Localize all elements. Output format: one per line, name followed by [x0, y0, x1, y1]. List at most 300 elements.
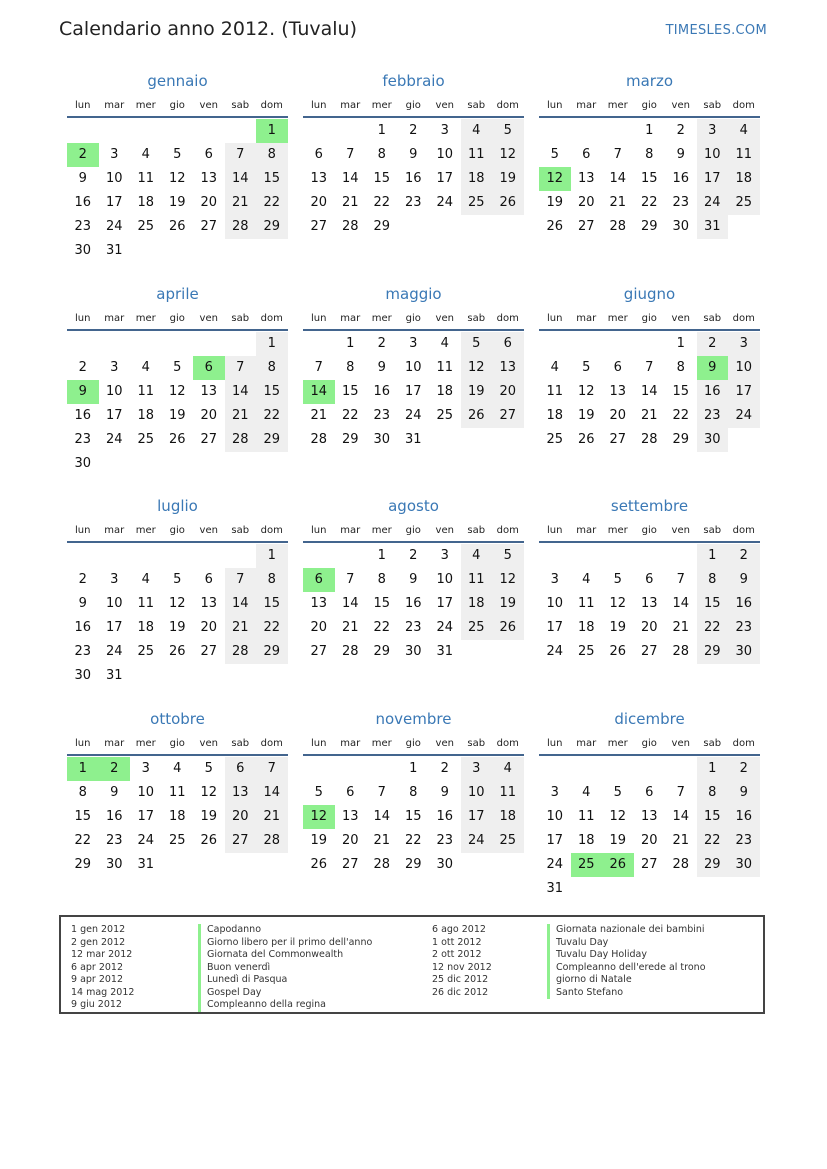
day-cell: 18 [577, 833, 595, 848]
weekday-label: mer [135, 313, 156, 324]
weekday-label: lun [311, 738, 327, 749]
weekday-label: mer [607, 313, 628, 324]
day-cell: 11 [436, 360, 454, 375]
weekday-label: gio [641, 100, 657, 111]
day-cell: 2 [697, 332, 729, 356]
day-cell: 6 [346, 785, 355, 800]
day-cell: 21 [672, 833, 690, 848]
day-cell: 7 [645, 360, 654, 375]
day-cell: 25 [137, 432, 155, 447]
day-cell: 14 [672, 809, 690, 824]
day-cell: 20 [609, 408, 627, 423]
weekday-header [539, 523, 760, 543]
holiday-name: Gospel Day [198, 987, 372, 1000]
day-cell: 3 [461, 757, 493, 781]
day-cell: 23 [728, 829, 760, 853]
day-cell: 17 [404, 384, 422, 399]
day-cell: 17 [697, 167, 729, 191]
holiday-name: Compleanno della regina [198, 999, 372, 1012]
day-cell: 15 [640, 171, 658, 186]
day-cell: 1 [256, 119, 288, 143]
day-cell: 7 [225, 356, 257, 380]
day-cell: 13 [577, 171, 595, 186]
day-cell: 1 [676, 336, 685, 351]
holiday-name: Compleanno dell'erede al trono [547, 962, 706, 975]
weekday-label: gio [169, 313, 185, 324]
weekday-label: sab [231, 525, 250, 536]
day-cell: 28 [672, 644, 690, 659]
weekday-header [67, 98, 288, 118]
day-cell: 3 [110, 147, 119, 162]
day-cell: 22 [341, 408, 359, 423]
day-cell: 24 [436, 195, 454, 210]
day-cell: 19 [492, 167, 524, 191]
day-cell: 30 [74, 243, 92, 258]
day-cell: 21 [341, 620, 359, 635]
weekday-label: sab [467, 525, 486, 536]
day-cell: 20 [310, 620, 328, 635]
day-cell: 16 [697, 380, 729, 404]
day-cell: 12 [200, 785, 218, 800]
site-link[interactable]: TIMESLES.COM [665, 23, 767, 38]
day-cell: 4 [728, 119, 760, 143]
day-cell: 19 [609, 620, 627, 635]
day-cell: 29 [256, 640, 288, 664]
day-cell: 5 [173, 360, 182, 375]
weekday-label: sab [703, 313, 722, 324]
day-cell: 7 [225, 143, 257, 167]
day-cell: 18 [492, 805, 524, 829]
weekday-label: ven [435, 525, 454, 536]
day-cell: 24 [105, 432, 123, 447]
weekday-label: ven [435, 100, 454, 111]
day-cell: 7 [225, 568, 257, 592]
day-cell: 13 [640, 809, 658, 824]
day-cell: 31 [137, 857, 155, 872]
weekday-label: mer [135, 100, 156, 111]
holiday-name: Giornata nazionale dei bambini [547, 924, 706, 937]
day-cell: 18 [436, 384, 454, 399]
day-cell: 3 [110, 572, 119, 587]
day-cell: 2 [728, 757, 760, 781]
day-cell: 3 [141, 761, 150, 776]
day-cell: 3 [697, 119, 729, 143]
day-cell: 9 [409, 147, 418, 162]
day-cell: 11 [137, 384, 155, 399]
day-cell: 8 [256, 356, 288, 380]
weekday-label: mer [607, 738, 628, 749]
day-cell: 4 [173, 761, 182, 776]
day-cell: 13 [310, 596, 328, 611]
day-cell: 11 [461, 568, 493, 592]
day-cell: 13 [310, 171, 328, 186]
day-cell: 21 [609, 195, 627, 210]
day-cell: 18 [137, 195, 155, 210]
day-cell: 25 [168, 833, 186, 848]
weekday-label: mer [135, 525, 156, 536]
day-cell: 4 [461, 119, 493, 143]
day-cell: 18 [168, 809, 186, 824]
day-cell: 13 [609, 384, 627, 399]
day-cell: 31 [404, 432, 422, 447]
day-cell: 18 [546, 408, 564, 423]
day-cell: 14 [341, 596, 359, 611]
day-cell: 10 [436, 147, 454, 162]
day-cell: 5 [461, 332, 493, 356]
day-cell: 14 [225, 167, 257, 191]
day-cell: 24 [546, 644, 564, 659]
holiday-legend [59, 915, 765, 1014]
day-cell: 8 [697, 781, 729, 805]
day-cell: 23 [697, 404, 729, 428]
day-cell: 15 [74, 809, 92, 824]
day-cell: 4 [461, 544, 493, 568]
day-cell: 3 [728, 332, 760, 356]
day-cell: 24 [105, 644, 123, 659]
weekday-label: dom [496, 313, 519, 324]
day-cell: 22 [697, 829, 729, 853]
day-cell: 17 [436, 171, 454, 186]
day-cell: 13 [640, 596, 658, 611]
day-cell: 6 [613, 360, 622, 375]
day-cell: 6 [645, 785, 654, 800]
day-cell: 19 [492, 592, 524, 616]
day-cell: 20 [310, 195, 328, 210]
day-cell: 8 [78, 785, 87, 800]
day-cell: 11 [461, 143, 493, 167]
day-cell: 28 [256, 829, 288, 853]
day-cell: 27 [609, 432, 627, 447]
weekday-label: sab [467, 313, 486, 324]
day-cell: 20 [200, 620, 218, 635]
day-cell: 31 [546, 881, 564, 896]
weekday-label: sab [703, 525, 722, 536]
weekday-label: mar [340, 100, 361, 111]
day-cell: 2 [728, 544, 760, 568]
day-cell: 9 [728, 781, 760, 805]
day-cell: 12 [577, 384, 595, 399]
day-cell: 5 [582, 360, 591, 375]
weekday-label: dom [732, 525, 755, 536]
holiday-name: Giorno libero per il primo dell'anno [198, 937, 372, 950]
day-cell: 27 [310, 644, 328, 659]
day-cell: 15 [341, 384, 359, 399]
day-cell: 2 [409, 548, 418, 563]
day-cell: 29 [404, 857, 422, 872]
weekday-header [539, 98, 760, 118]
day-cell: 25 [571, 853, 603, 877]
day-cell: 30 [404, 644, 422, 659]
weekday-label: mer [607, 525, 628, 536]
day-cell: 19 [168, 620, 186, 635]
day-cell: 16 [373, 384, 391, 399]
day-cell: 8 [377, 572, 386, 587]
day-cell: 29 [341, 432, 359, 447]
day-cell: 7 [377, 785, 386, 800]
day-cell: 13 [200, 384, 218, 399]
day-cell: 27 [577, 219, 595, 234]
holiday-date: 9 giu 2012 [71, 999, 122, 1010]
holiday-name: Tuvalu Day Holiday [547, 949, 706, 962]
day-cell: 11 [577, 596, 595, 611]
day-cell: 21 [341, 195, 359, 210]
day-cell: 14 [225, 592, 257, 616]
day-cell: 16 [672, 171, 690, 186]
day-cell: 4 [141, 572, 150, 587]
holiday-date: 9 apr 2012 [71, 974, 124, 985]
day-cell: 30 [105, 857, 123, 872]
day-cell: 18 [137, 620, 155, 635]
day-cell: 11 [546, 384, 564, 399]
day-cell: 2 [78, 572, 87, 587]
day-cell: 17 [436, 596, 454, 611]
day-cell: 14 [341, 171, 359, 186]
weekday-label: dom [496, 738, 519, 749]
day-cell: 29 [672, 432, 690, 447]
weekday-label: gio [641, 525, 657, 536]
day-cell: 30 [74, 668, 92, 683]
day-cell: 17 [105, 408, 123, 423]
holiday-date: 12 nov 2012 [432, 961, 492, 973]
day-cell: 20 [577, 195, 595, 210]
day-cell: 27 [200, 219, 218, 234]
weekday-label: dom [260, 313, 283, 324]
month-name: novembre [375, 710, 452, 728]
day-cell: 23 [436, 833, 454, 848]
day-cell: 14 [303, 380, 335, 404]
weekday-label: mer [135, 738, 156, 749]
day-cell: 11 [137, 171, 155, 186]
day-cell: 6 [645, 572, 654, 587]
weekday-label: lun [547, 313, 563, 324]
day-cell: 9 [377, 360, 386, 375]
day-cell: 26 [200, 833, 218, 848]
day-cell: 9 [110, 785, 119, 800]
day-cell: 25 [461, 616, 493, 640]
weekday-label: dom [496, 100, 519, 111]
weekday-label: lun [75, 738, 91, 749]
day-cell: 17 [546, 620, 564, 635]
day-cell: 22 [672, 408, 690, 423]
day-cell: 3 [409, 336, 418, 351]
day-cell: 22 [373, 195, 391, 210]
day-cell: 29 [697, 640, 729, 664]
day-cell: 15 [672, 384, 690, 399]
day-cell: 9 [78, 171, 87, 186]
holiday-date: 1 ott 2012 [432, 936, 482, 948]
weekday-label: mar [340, 525, 361, 536]
day-cell: 3 [550, 572, 559, 587]
day-cell: 19 [168, 195, 186, 210]
day-cell: 29 [373, 644, 391, 659]
day-cell: 10 [461, 781, 493, 805]
weekday-label: lun [75, 100, 91, 111]
day-cell: 4 [582, 572, 591, 587]
weekday-label: gio [641, 313, 657, 324]
holiday-date: 1 gen 2012 [71, 924, 126, 935]
day-cell: 1 [256, 544, 288, 568]
month-name: maggio [385, 285, 442, 303]
day-cell: 1 [697, 544, 729, 568]
weekday-header [539, 311, 760, 331]
day-cell: 1 [697, 757, 729, 781]
day-cell: 9 [440, 785, 449, 800]
day-cell: 28 [341, 219, 359, 234]
day-cell: 6 [204, 147, 213, 162]
weekday-label: mar [340, 313, 361, 324]
day-cell: 9 [728, 568, 760, 592]
day-cell: 5 [173, 572, 182, 587]
weekday-label: mer [371, 525, 392, 536]
weekday-label: ven [671, 738, 690, 749]
day-cell: 22 [74, 833, 92, 848]
day-cell: 25 [436, 408, 454, 423]
weekday-label: gio [641, 738, 657, 749]
day-cell: 26 [310, 857, 328, 872]
day-cell: 19 [200, 809, 218, 824]
day-cell: 12 [461, 356, 493, 380]
day-cell: 31 [436, 644, 454, 659]
day-cell: 24 [404, 408, 422, 423]
weekday-label: gio [169, 100, 185, 111]
weekday-label: mar [576, 738, 597, 749]
day-cell: 20 [640, 620, 658, 635]
day-cell: 19 [546, 195, 564, 210]
day-cell: 25 [461, 191, 493, 215]
day-cell: 7 [676, 572, 685, 587]
day-cell: 8 [645, 147, 654, 162]
holiday-name: Tuvalu Day [547, 937, 706, 950]
weekday-label: ven [435, 313, 454, 324]
holiday-name: Giornata del Commonwealth [198, 949, 372, 962]
page-title: Calendario anno 2012. (Tuvalu) [59, 18, 357, 40]
day-cell: 9 [676, 147, 685, 162]
day-cell: 12 [609, 596, 627, 611]
day-cell: 5 [314, 785, 323, 800]
day-cell: 20 [341, 833, 359, 848]
day-cell: 20 [200, 408, 218, 423]
weekday-label: dom [732, 100, 755, 111]
day-cell: 20 [200, 195, 218, 210]
weekday-label: mar [576, 313, 597, 324]
day-cell: 22 [640, 195, 658, 210]
day-cell: 4 [550, 360, 559, 375]
day-cell: 30 [436, 857, 454, 872]
day-cell: 1 [377, 548, 386, 563]
day-cell: 1 [346, 336, 355, 351]
day-cell: 12 [492, 568, 524, 592]
day-cell: 29 [74, 857, 92, 872]
day-cell: 9 [409, 572, 418, 587]
day-cell: 7 [314, 360, 323, 375]
day-cell: 30 [697, 428, 729, 452]
weekday-label: sab [231, 738, 250, 749]
day-cell: 8 [377, 147, 386, 162]
day-cell: 26 [577, 432, 595, 447]
day-cell: 2 [377, 336, 386, 351]
day-cell: 18 [577, 620, 595, 635]
legend-left-dates [71, 924, 134, 1012]
day-cell: 26 [461, 404, 493, 428]
weekday-label: ven [199, 738, 218, 749]
day-cell: 30 [728, 853, 760, 877]
weekday-label: gio [169, 738, 185, 749]
day-cell: 30 [728, 640, 760, 664]
day-cell: 24 [697, 191, 729, 215]
day-cell: 5 [173, 147, 182, 162]
weekday-label: sab [231, 100, 250, 111]
day-cell: 25 [492, 829, 524, 853]
day-cell: 29 [373, 219, 391, 234]
day-cell: 7 [346, 147, 355, 162]
day-cell: 30 [373, 432, 391, 447]
day-cell: 17 [546, 833, 564, 848]
day-cell: 12 [609, 809, 627, 824]
day-cell: 8 [256, 143, 288, 167]
day-cell: 15 [697, 592, 729, 616]
day-cell: 11 [168, 785, 186, 800]
day-cell: 23 [74, 219, 92, 234]
day-cell: 21 [256, 805, 288, 829]
day-cell: 17 [461, 805, 493, 829]
holiday-name: giorno di Natale [547, 974, 706, 987]
day-cell: 26 [602, 853, 634, 877]
day-cell: 5 [492, 119, 524, 143]
day-cell: 22 [256, 404, 288, 428]
day-cell: 2 [78, 360, 87, 375]
day-cell: 18 [137, 408, 155, 423]
weekday-label: mar [104, 738, 125, 749]
day-cell: 8 [256, 568, 288, 592]
day-cell: 23 [672, 195, 690, 210]
day-cell: 1 [256, 332, 288, 356]
weekday-label: mar [576, 525, 597, 536]
day-cell: 11 [577, 809, 595, 824]
day-cell: 28 [310, 432, 328, 447]
day-cell: 21 [672, 620, 690, 635]
day-cell: 20 [492, 380, 524, 404]
day-cell: 12 [303, 805, 335, 829]
day-cell: 27 [225, 829, 257, 853]
day-cell: 14 [640, 384, 658, 399]
day-cell: 19 [609, 833, 627, 848]
day-cell: 12 [168, 384, 186, 399]
day-cell: 28 [672, 857, 690, 872]
day-cell: 8 [409, 785, 418, 800]
day-cell: 21 [310, 408, 328, 423]
day-cell: 2 [409, 123, 418, 138]
day-cell: 13 [225, 781, 257, 805]
day-cell: 29 [256, 428, 288, 452]
day-cell: 21 [225, 191, 257, 215]
month-name: luglio [157, 497, 198, 515]
day-cell: 1 [377, 123, 386, 138]
day-cell: 2 [676, 123, 685, 138]
day-cell: 26 [168, 644, 186, 659]
day-cell: 28 [609, 219, 627, 234]
day-cell: 18 [728, 167, 760, 191]
day-cell: 7 [676, 785, 685, 800]
weekday-label: lun [547, 100, 563, 111]
month-name: gennaio [147, 72, 208, 90]
day-cell: 28 [225, 640, 257, 664]
day-cell: 2 [99, 757, 131, 781]
day-cell: 8 [676, 360, 685, 375]
weekday-label: ven [671, 525, 690, 536]
day-cell: 4 [440, 336, 449, 351]
day-cell: 16 [436, 809, 454, 824]
day-cell: 23 [373, 408, 391, 423]
